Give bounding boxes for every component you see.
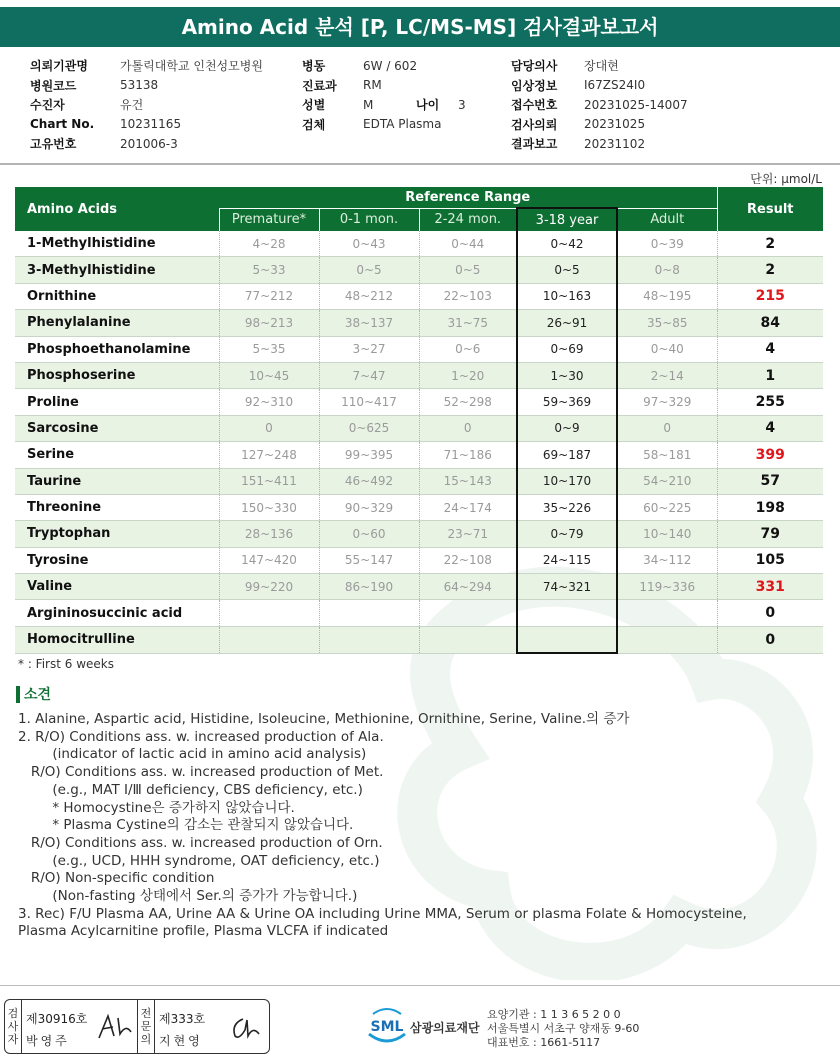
unit-label: 단위: μmol/L (750, 172, 822, 186)
result-value: 57 (717, 468, 823, 494)
reference-range-current-age: 26~91 (517, 310, 617, 336)
reference-range-cell (419, 626, 517, 653)
reference-range-cell: 0~44 (419, 231, 517, 257)
table-row (15, 389, 823, 415)
reference-range-cell: 31~75 (419, 310, 517, 336)
reference-range-cell: 147~420 (219, 547, 319, 573)
result-value: 4 (717, 415, 823, 441)
opinion-line: 1. Alanine, Aspartic acid, Histidine, Isoleucine, Methionine, Ornithine, Serine, Valine.의 증가 (18, 711, 630, 727)
reference-range-cell: 58~181 (617, 442, 717, 468)
reference-range-cell: 5~33 (219, 257, 319, 283)
label-char: 문 (140, 1020, 152, 1033)
reference-range-cell: 2~14 (617, 362, 717, 388)
opinion-line: R/O) Conditions ass. w. increased production of Met. (18, 764, 384, 781)
table-row (15, 521, 823, 547)
reference-range-current-age: 10~163 (517, 283, 617, 309)
info-value: EDTA Plasma (363, 117, 442, 132)
footnote: * : First 6 weeks (18, 657, 114, 671)
info-value: M (363, 97, 374, 112)
reference-range-cell: 22~108 (419, 547, 517, 573)
opinion-line: (e.g., UCD, HHH syndrome, OAT deficiency, etc.) (18, 852, 380, 869)
info-value: 201006-3 (120, 136, 178, 151)
result-value-high: 399 (717, 442, 823, 468)
reference-range-cell: 71~186 (419, 442, 517, 468)
reference-range-cell: 0~39 (617, 231, 717, 257)
table-row (15, 310, 823, 336)
reference-range-cell (219, 600, 319, 626)
info-value: 6W / 602 (363, 58, 418, 73)
signature-label-specialist (138, 1000, 155, 1053)
reference-range-cell: 28~136 (219, 521, 319, 547)
result-value: 84 (717, 310, 823, 336)
opinion-line: * Homocystine은 증가하지 않았습니다. (18, 799, 295, 816)
info-label: Chart No. (30, 117, 95, 132)
opinion-line: R/O) Conditions ass. w. increased production of Orn. (18, 834, 383, 851)
info-column-2 (302, 56, 466, 134)
label-char: 사 (7, 1020, 19, 1033)
age-label: 나이 (416, 98, 440, 113)
org-name: 삼광의료재단 (410, 1021, 480, 1035)
info-column-3 (511, 56, 688, 154)
reference-range-cell: 7~47 (319, 362, 419, 388)
info-value: 장대현 (584, 59, 619, 74)
reference-range-cell: 34~112 (617, 547, 717, 573)
reference-range-cell: 98~213 (219, 310, 319, 336)
result-value: 4 (717, 336, 823, 362)
reference-range-current-age: 69~187 (517, 442, 617, 468)
info-label: 임상정보 (511, 78, 558, 93)
amino-acid-name: Homocitrulline (15, 626, 219, 653)
signature-label-examiner (5, 1000, 22, 1053)
col-header-premature: Premature* (219, 208, 319, 231)
table-row (15, 494, 823, 520)
reference-range-cell: 86~190 (319, 574, 419, 600)
opinion-line: 2. R/O) Conditions ass. w. increased production of Ala. (18, 728, 384, 745)
reference-range-cell: 24~174 (419, 494, 517, 520)
info-label: 수진자 (30, 98, 65, 113)
contact-line: 서울특별시 서초구 양재동 9-60 (487, 1022, 640, 1035)
col-header-amino-acids: Amino Acids (15, 187, 219, 231)
table-row (15, 283, 823, 309)
result-value-high: 215 (717, 283, 823, 309)
info-label: 검체 (302, 117, 326, 132)
contact-info (487, 1008, 639, 1050)
report-title: Amino Acid 분석 [P, LC/MS-MS] 검사결과보고서 (0, 7, 840, 47)
specialist-cell (155, 1000, 269, 1053)
info-label: 검사의뢰 (511, 117, 558, 132)
table-row (15, 626, 823, 653)
reference-range-cell: 119~336 (617, 574, 717, 600)
info-label: 진료과 (302, 78, 337, 93)
opinion-line: (e.g., MAT Ⅰ/Ⅲ deficiency, CBS deficiency, etc.) (18, 781, 363, 798)
reference-range-current-age: 0~69 (517, 336, 617, 362)
opinion-line: (indicator of lactic acid in amino acid analysis) (18, 746, 367, 763)
info-value: 20231025-14007 (584, 97, 688, 112)
info-value: I67ZS24I0 (584, 78, 646, 93)
reference-range-cell: 150~330 (219, 494, 319, 520)
reference-range-current-age: 0~42 (517, 231, 617, 257)
reference-range-cell: 0~6 (419, 336, 517, 362)
reference-range-current-age: 0~9 (517, 415, 617, 441)
age-value: 3 (458, 97, 466, 112)
contact-line: 대표번호 : 1661-5117 (487, 1036, 601, 1049)
reference-range-cell: 0~40 (617, 336, 717, 362)
reference-range-cell (419, 600, 517, 626)
col-header-3-18-year: 3-18 year (517, 208, 617, 231)
reference-range-cell: 52~298 (419, 389, 517, 415)
reference-range-current-age: 24~115 (517, 547, 617, 573)
label-char: 의 (140, 1033, 152, 1046)
reference-range-cell: 99~395 (319, 442, 419, 468)
examiner-name: 박영주 (26, 1034, 70, 1048)
reference-range-cell: 54~210 (617, 468, 717, 494)
reference-range-cell (319, 626, 419, 653)
specialist-license: 제333호 (159, 1012, 206, 1026)
info-value: RM (363, 78, 382, 93)
reference-range-cell: 60~225 (617, 494, 717, 520)
info-value: 가톨릭대학교 인천성모병원 (120, 59, 263, 74)
reference-range-current-age: 59~369 (517, 389, 617, 415)
result-value: 198 (717, 494, 823, 520)
amino-acid-name: Tryptophan (15, 521, 219, 547)
reference-range-current-age: 10~170 (517, 468, 617, 494)
table-row (15, 336, 823, 362)
col-header-0-1-mon: 0-1 mon. (319, 208, 419, 231)
reference-range-cell: 0 (419, 415, 517, 441)
reference-range-cell: 0 (219, 415, 319, 441)
amino-acid-name: Serine (15, 442, 219, 468)
info-label: 접수번호 (511, 98, 558, 113)
reference-range-cell: 10~45 (219, 362, 319, 388)
reference-range-cell (319, 600, 419, 626)
reference-range-cell: 0~8 (617, 257, 717, 283)
table-row (15, 600, 823, 626)
result-value: 0 (717, 626, 823, 653)
result-value: 2 (717, 257, 823, 283)
contact-line: 요양기관 : 1 1 3 6 5 2 0 0 (487, 1008, 621, 1021)
opinion-line: * Plasma Cystine의 감소는 관찰되지 않았습니다. (18, 817, 354, 834)
reference-range-cell: 0~625 (319, 415, 419, 441)
examiner-license: 제30916호 (26, 1012, 88, 1026)
result-value: 255 (717, 389, 823, 415)
result-value: 79 (717, 521, 823, 547)
opinion-title: 소견 (24, 687, 52, 703)
reference-range-cell: 4~28 (219, 231, 319, 257)
label-char: 자 (7, 1033, 19, 1046)
amino-acid-name: Valine (15, 574, 219, 600)
info-label: 성별 (302, 98, 326, 113)
reference-range-cell: 23~71 (419, 521, 517, 547)
result-value: 105 (717, 547, 823, 573)
amino-acid-name: Phosphoserine (15, 362, 219, 388)
table-row (15, 468, 823, 494)
amino-acid-name: Tyrosine (15, 547, 219, 573)
divider (0, 163, 840, 165)
table-row (15, 362, 823, 388)
col-header-reference-range: Reference Range (219, 187, 717, 208)
table-row (15, 257, 823, 283)
reference-range-current-age (517, 600, 617, 626)
reference-range-cell: 1~20 (419, 362, 517, 388)
reference-range-current-age: 74~321 (517, 574, 617, 600)
amino-acid-name: 3-Methylhistidine (15, 257, 219, 283)
table-row (15, 442, 823, 468)
reference-range-current-age: 0~79 (517, 521, 617, 547)
reference-range-current-age (517, 626, 617, 653)
label-char: 검 (7, 1007, 19, 1020)
info-value: 53138 (120, 78, 159, 93)
reference-range-cell: 55~147 (319, 547, 419, 573)
section-marker (16, 686, 20, 703)
amino-acid-rows (15, 231, 823, 653)
reference-range-cell: 38~137 (319, 310, 419, 336)
reference-range-cell: 15~143 (419, 468, 517, 494)
reference-range-cell: 10~140 (617, 521, 717, 547)
opinion-text (18, 711, 747, 941)
reference-range-cell: 127~248 (219, 442, 319, 468)
table-row (15, 231, 823, 257)
reference-range-cell: 151~411 (219, 468, 319, 494)
reference-range-cell: 0~60 (319, 521, 419, 547)
opinion-line: 3. Rec) F/U Plasma AA, Urine AA & Urine OA including Urine MMA, Serum or plasma Folate & Homocysteine, (18, 905, 747, 922)
reference-range-cell: 97~329 (617, 389, 717, 415)
reference-range-cell: 110~417 (319, 389, 419, 415)
table-row (15, 547, 823, 573)
reference-range-cell (219, 626, 319, 653)
reference-range-cell: 48~195 (617, 283, 717, 309)
col-header-adult: Adult (617, 208, 717, 231)
reference-range-cell: 99~220 (219, 574, 319, 600)
reference-range-cell: 77~212 (219, 283, 319, 309)
info-value: 10231165 (120, 117, 182, 132)
table-row (15, 574, 823, 600)
amino-acid-name: Proline (15, 389, 219, 415)
signature-box (4, 999, 270, 1054)
opinion-line: Plasma Acylcarnitine profile, Plasma VLCFA if indicated (18, 923, 389, 940)
reference-range-cell (617, 626, 717, 653)
info-label: 병동 (302, 59, 326, 74)
reference-range-cell: 64~294 (419, 574, 517, 600)
result-value: 2 (717, 231, 823, 257)
amino-acid-name: Phenylalanine (15, 310, 219, 336)
specialist-name: 지현영 (159, 1034, 203, 1048)
reference-range-cell: 92~310 (219, 389, 319, 415)
reference-range-current-age: 0~5 (517, 257, 617, 283)
amino-acid-name: Argininosuccinic acid (15, 600, 219, 626)
amino-acid-name: Ornithine (15, 283, 219, 309)
sml-logo-icon (365, 1006, 409, 1046)
reference-range-cell: 0~5 (319, 257, 419, 283)
info-value: 20231102 (584, 136, 646, 151)
result-value: 0 (717, 600, 823, 626)
opinion-line: R/O) Non-specific condition (18, 870, 215, 887)
reference-range-current-age: 1~30 (517, 362, 617, 388)
reference-range-cell: 0~5 (419, 257, 517, 283)
amino-acid-name: Phosphoethanolamine (15, 336, 219, 362)
amino-acid-name: Sarcosine (15, 415, 219, 441)
amino-acid-table (15, 187, 823, 654)
reference-range-cell: 90~329 (319, 494, 419, 520)
result-value: 1 (717, 362, 823, 388)
amino-acid-name: 1-Methylhistidine (15, 231, 219, 257)
result-value-high: 331 (717, 574, 823, 600)
examiner-signature-mark (96, 1012, 134, 1042)
info-label: 결과보고 (511, 137, 558, 152)
specialist-signature-mark (229, 1014, 263, 1042)
sml-logo-text: SML (370, 1019, 404, 1035)
reference-range-cell: 3~27 (319, 336, 419, 362)
reference-range-cell: 48~212 (319, 283, 419, 309)
opinion-heading (16, 684, 51, 704)
reference-range-cell: 46~492 (319, 468, 419, 494)
reference-range-cell: 0 (617, 415, 717, 441)
col-header-2-24-mon: 2-24 mon. (419, 208, 517, 231)
reference-range-cell: 22~103 (419, 283, 517, 309)
info-column-1 (30, 56, 263, 154)
label-char: 전 (140, 1007, 152, 1020)
amino-acid-name: Taurine (15, 468, 219, 494)
info-value: 20231025 (584, 117, 646, 132)
examiner-cell (22, 1000, 138, 1053)
reference-range-cell: 35~85 (617, 310, 717, 336)
reference-range-current-age: 35~226 (517, 494, 617, 520)
info-label: 병원코드 (30, 78, 77, 93)
table-row (15, 415, 823, 441)
amino-acid-name: Threonine (15, 494, 219, 520)
reference-range-cell: 0~43 (319, 231, 419, 257)
reference-range-cell (617, 600, 717, 626)
info-label: 담당의사 (511, 59, 558, 74)
reference-range-cell: 5~35 (219, 336, 319, 362)
opinion-line: (Non-fasting 상태에서 Ser.의 증가가 가능합니다.) (18, 888, 358, 905)
info-label: 고유번호 (30, 137, 77, 152)
info-label: 의뢰기관명 (30, 59, 88, 74)
col-header-result: Result (717, 187, 823, 231)
footer-divider (0, 985, 840, 986)
info-value: 유건 (120, 98, 144, 113)
